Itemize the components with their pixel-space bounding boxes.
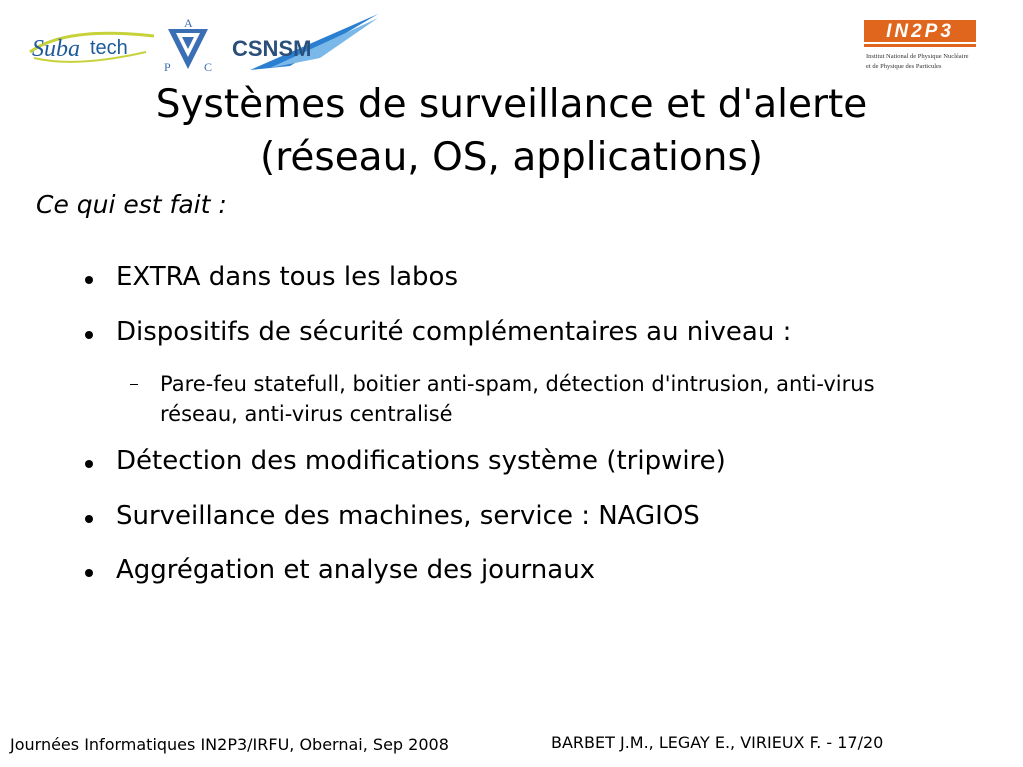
bullet-text: EXTRA dans tous les labos bbox=[116, 262, 458, 292]
bullet-dot bbox=[85, 331, 93, 339]
in2p3-logo-subtitle-1: Institut National de Physique Nucléaire bbox=[866, 53, 969, 60]
intro-text: Ce qui est fait : bbox=[36, 190, 227, 219]
slide-title-line-1: Systèmes de surveillance et d'alerte bbox=[155, 82, 868, 127]
sub-bullet-dash bbox=[130, 384, 138, 385]
in2p3-logo bbox=[860, 18, 980, 76]
slide-title bbox=[0, 78, 1023, 184]
subatech-logo bbox=[26, 22, 158, 72]
bullet-dot bbox=[85, 515, 93, 523]
csnsm-logo bbox=[230, 12, 380, 74]
subatech-logo-text-2: tech bbox=[90, 37, 128, 59]
apc-letter-p: P bbox=[164, 60, 171, 74]
bullet-dot bbox=[85, 276, 93, 284]
bullet-text: Détection des modifications système (tripwire) bbox=[116, 446, 726, 476]
csnsm-logo-text: CSNSM bbox=[232, 36, 312, 61]
bullet-text: Aggrégation et analyse des journaux bbox=[116, 555, 596, 585]
apc-letter-a: A bbox=[184, 16, 193, 30]
apc-logo bbox=[160, 15, 216, 75]
footer-right: BARBET J.M., LEGAY E., VIRIEUX F. - 17/20 bbox=[551, 733, 884, 752]
bullet-text: Dispositifs de sécurité complémentaires au niveau : bbox=[116, 317, 792, 347]
footer-left: Journées Informatiques IN2P3/IRFU, Obernai, Sep 2008 bbox=[10, 735, 449, 754]
bullet-dot bbox=[85, 569, 93, 577]
in2p3-logo-subtitle-2: et de Physique des Particules bbox=[866, 63, 942, 70]
apc-letter-c: C bbox=[204, 60, 213, 74]
subatech-logo-text-1: Suba bbox=[32, 36, 80, 62]
bullet-text: Surveillance des machines, service : NAGIOS bbox=[116, 501, 700, 531]
in2p3-logo-text: IN2P3 bbox=[886, 21, 954, 42]
sub-bullet-text: Pare-feu statefull, boitier anti-spam, détection d'intrusion, anti-virus réseau, anti-virus centralisé bbox=[160, 372, 875, 426]
slide-title-line-2: (réseau, OS, applications) bbox=[259, 135, 764, 180]
bullet-dot bbox=[85, 460, 93, 468]
